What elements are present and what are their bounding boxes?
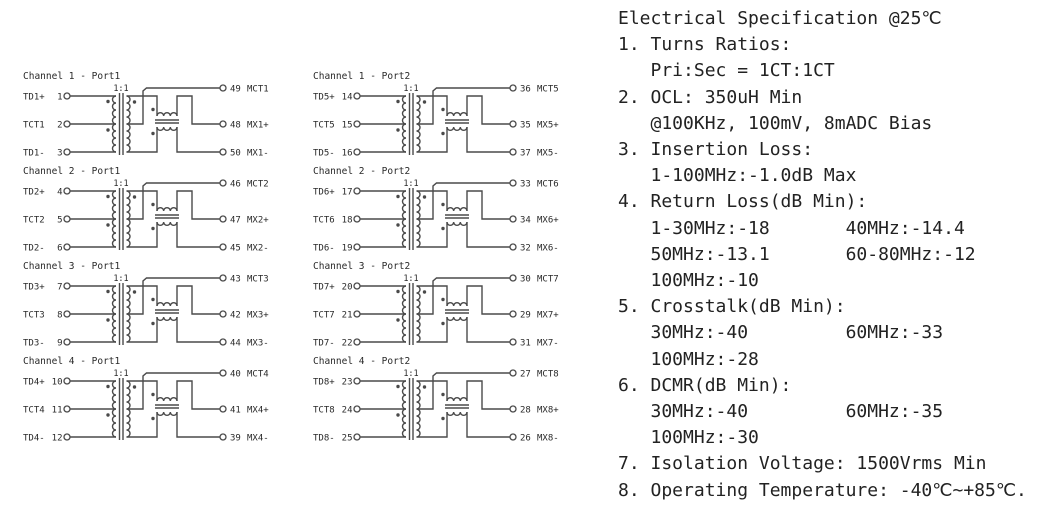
- pin-terminal: [220, 311, 226, 317]
- choke-bottom-winding: [447, 412, 467, 415]
- channel-title: Channel 2 - Port2: [313, 166, 411, 177]
- phase-dot: [396, 385, 399, 388]
- pin-label: MCT6: [537, 179, 559, 190]
- spec-line: 7. Isolation Voltage: 1500Vrms Min: [618, 453, 987, 475]
- channel-title: Channel 4 - Port2: [313, 356, 411, 367]
- wire-mx-plus: [467, 286, 510, 314]
- spec-line: 1. Turns Ratios:: [618, 34, 792, 56]
- pin-label: MX2-: [247, 243, 269, 254]
- pin-terminal: [354, 434, 360, 440]
- phase-dot: [396, 290, 399, 293]
- pin-number: 37: [520, 148, 531, 159]
- channel-block: [310, 258, 582, 353]
- pin-terminal: [510, 216, 516, 222]
- pin-number: 44: [230, 338, 241, 349]
- channel-block: [20, 258, 292, 353]
- spec-line: 4. Return Loss(dB Min):: [618, 191, 868, 213]
- pin-terminal: [220, 121, 226, 127]
- wire-secondary-bottom: [127, 127, 158, 152]
- pin-number: 27: [520, 369, 531, 380]
- channel-title: Channel 3 - Port2: [313, 261, 411, 272]
- pin-terminal: [510, 244, 516, 250]
- pin-terminal: [510, 311, 516, 317]
- pin-terminal: [510, 339, 516, 345]
- spec-line: 8. Operating Temperature: -40℃~+85℃.: [618, 479, 1027, 501]
- pin-number: 1: [57, 92, 63, 103]
- wire-mx-minus: [467, 412, 510, 437]
- phase-dot: [396, 413, 399, 416]
- pin-label: MX5-: [537, 148, 559, 159]
- pin-label: MCT5: [537, 84, 559, 95]
- wire-secondary-bottom: [127, 412, 158, 437]
- choke-top-winding: [447, 398, 467, 401]
- turns-ratio-label: 1:1: [403, 274, 419, 284]
- choke-bottom-winding: [157, 127, 177, 130]
- phase-dot: [133, 290, 136, 293]
- phase-dot: [106, 290, 109, 293]
- pin-number: 12: [51, 433, 63, 444]
- electrical-specification-block: [618, 6, 1027, 504]
- pin-terminal: [354, 406, 360, 412]
- channel-block: [310, 353, 582, 448]
- pin-number: 2: [57, 120, 63, 131]
- phase-dot: [106, 318, 109, 321]
- wire-mx-minus: [177, 127, 220, 152]
- pin-terminal: [220, 244, 226, 250]
- wire-secondary-top: [127, 191, 158, 211]
- pin-label: MCT2: [247, 179, 269, 190]
- wire-mx-minus: [177, 412, 220, 437]
- pin-number: 36: [520, 84, 531, 95]
- spec-line: 5. Crosstalk(dB Min):: [618, 296, 846, 318]
- phase-dot: [133, 100, 136, 103]
- pin-terminal: [354, 244, 360, 250]
- channel-schematic: [20, 163, 292, 258]
- phase-dot: [441, 393, 444, 396]
- phase-dot: [133, 385, 136, 388]
- pin-label: TCT2: [23, 215, 45, 226]
- wire-secondary-bottom: [417, 317, 448, 342]
- pin-terminal: [510, 149, 516, 155]
- pin-terminal: [220, 275, 226, 281]
- phase-dot: [396, 223, 399, 226]
- pin-terminal: [510, 370, 516, 376]
- phase-dot: [151, 203, 154, 206]
- pin-label: MX8+: [537, 405, 559, 416]
- pin-label: MX8-: [537, 433, 559, 444]
- phase-dot: [396, 100, 399, 103]
- channel-schematic: [310, 258, 582, 353]
- channel-title: Channel 3 - Port1: [23, 261, 121, 272]
- pin-number: 5: [57, 215, 63, 226]
- pin-label: MCT4: [247, 369, 269, 380]
- choke-bottom-winding: [447, 127, 467, 130]
- pin-label: MX6+: [537, 215, 559, 226]
- pin-number: 8: [57, 310, 63, 321]
- wire-mct: [417, 278, 510, 314]
- pin-terminal: [64, 339, 70, 345]
- phase-dot: [441, 108, 444, 111]
- phase-dot: [151, 417, 154, 420]
- pin-terminal: [64, 378, 70, 384]
- pin-label: MX6-: [537, 243, 559, 254]
- phase-dot: [106, 223, 109, 226]
- pin-label: TD4-: [23, 433, 45, 444]
- pin-number: 29: [520, 310, 531, 321]
- turns-ratio-label: 1:1: [113, 179, 129, 189]
- phase-dot: [151, 132, 154, 135]
- spec-line: 6. DCMR(dB Min):: [618, 374, 792, 396]
- spec-line: 30MHz:-40 60MHz:-33: [618, 322, 944, 344]
- pin-label: TD6-: [313, 243, 335, 254]
- phase-dot: [396, 195, 399, 198]
- pin-terminal: [510, 275, 516, 281]
- pin-number: 48: [230, 120, 241, 131]
- pin-number: 50: [230, 148, 241, 159]
- turns-ratio-label: 1:1: [403, 179, 419, 189]
- spec-line: 50MHz:-13.1 60-80MHz:-12: [618, 243, 976, 265]
- pin-terminal: [64, 121, 70, 127]
- pin-label: TD4+: [23, 377, 45, 388]
- pin-terminal: [354, 311, 360, 317]
- pin-terminal: [220, 180, 226, 186]
- pin-label: TD1-: [23, 148, 45, 159]
- pin-number: 17: [341, 187, 353, 198]
- choke-top-winding: [447, 303, 467, 306]
- pin-terminal: [64, 406, 70, 412]
- choke-top-winding: [447, 113, 467, 116]
- pin-terminal: [220, 85, 226, 91]
- channel-title: Channel 1 - Port2: [313, 71, 411, 82]
- phase-dot: [441, 417, 444, 420]
- pin-number: 40: [230, 369, 241, 380]
- wire-mct: [127, 88, 220, 124]
- phase-dot: [133, 195, 136, 198]
- pin-label: MX1+: [247, 120, 269, 131]
- pin-label: MX4+: [247, 405, 269, 416]
- pin-terminal: [64, 216, 70, 222]
- pin-terminal: [510, 180, 516, 186]
- channel-schematic: [20, 353, 292, 448]
- phase-dot: [106, 100, 109, 103]
- pin-terminal: [510, 121, 516, 127]
- phase-dot: [151, 298, 154, 301]
- phase-dot: [441, 227, 444, 230]
- spec-line: 100MHz:-10: [618, 270, 759, 292]
- pin-number: 34: [520, 215, 531, 226]
- phase-dot: [106, 413, 109, 416]
- pin-terminal: [64, 283, 70, 289]
- wire-mct: [127, 278, 220, 314]
- pin-terminal: [220, 339, 226, 345]
- pin-number: 16: [341, 148, 353, 159]
- pin-number: 14: [341, 92, 353, 103]
- pin-terminal: [64, 149, 70, 155]
- choke-top-winding: [157, 208, 177, 211]
- phase-dot: [423, 290, 426, 293]
- pin-terminal: [510, 434, 516, 440]
- pin-label: TD3+: [23, 282, 45, 293]
- channel-block: [20, 68, 292, 163]
- wire-secondary-bottom: [127, 317, 158, 342]
- channel-schematic: [310, 353, 582, 448]
- spec-line: 1-100MHz:-1.0dB Max: [618, 165, 857, 187]
- pin-label: TD7-: [313, 338, 335, 349]
- pin-label: MCT3: [247, 274, 269, 285]
- wire-mct: [417, 183, 510, 219]
- pin-number: 3: [57, 148, 63, 159]
- pin-number: 43: [230, 274, 241, 285]
- turns-ratio-label: 1:1: [113, 369, 129, 379]
- phase-dot: [106, 195, 109, 198]
- wire-secondary-top: [417, 191, 448, 211]
- pin-number: 19: [341, 243, 353, 254]
- turns-ratio-label: 1:1: [113, 274, 129, 284]
- choke-bottom-winding: [447, 317, 467, 320]
- pin-number: 23: [341, 377, 353, 388]
- wire-mx-plus: [177, 286, 220, 314]
- pin-terminal: [220, 370, 226, 376]
- wire-secondary-top: [127, 286, 158, 306]
- wire-mx-minus: [177, 317, 220, 342]
- pin-label: TCT8: [313, 405, 335, 416]
- pin-label: TD8-: [313, 433, 335, 444]
- phase-dot: [151, 393, 154, 396]
- wire-mx-minus: [177, 222, 220, 247]
- spec-line: 30MHz:-40 60MHz:-35: [618, 401, 944, 423]
- pin-number: 24: [341, 405, 353, 416]
- phase-dot: [441, 203, 444, 206]
- pin-label: MX7-: [537, 338, 559, 349]
- pin-terminal: [510, 85, 516, 91]
- wire-secondary-top: [127, 381, 158, 401]
- pin-label: TCT4: [23, 405, 45, 416]
- pin-label: TCT5: [313, 120, 335, 131]
- pin-number: 47: [230, 215, 241, 226]
- pin-terminal: [64, 434, 70, 440]
- phase-dot: [151, 108, 154, 111]
- turns-ratio-label: 1:1: [403, 84, 419, 94]
- channel-title: Channel 4 - Port1: [23, 356, 121, 367]
- channel-schematic: [20, 258, 292, 353]
- wire-mx-minus: [467, 127, 510, 152]
- phase-dot: [396, 318, 399, 321]
- choke-bottom-winding: [447, 222, 467, 225]
- wire-mx-plus: [177, 191, 220, 219]
- pin-number: 20: [341, 282, 353, 293]
- choke-top-winding: [157, 398, 177, 401]
- pin-number: 26: [520, 433, 531, 444]
- wire-secondary-bottom: [417, 127, 448, 152]
- phase-dot: [106, 385, 109, 388]
- pin-label: MX3+: [247, 310, 269, 321]
- pin-label: TD6+: [313, 187, 335, 198]
- channel-block: [20, 353, 292, 448]
- wire-mct: [417, 373, 510, 409]
- spec-line: 100MHz:-28: [618, 348, 759, 370]
- pin-number: 7: [57, 282, 63, 293]
- channel-title: Channel 2 - Port1: [23, 166, 121, 177]
- spec-title: Electrical Specification @25℃: [618, 8, 942, 29]
- pin-label: TD1+: [23, 92, 45, 103]
- pin-label: MX5+: [537, 120, 559, 131]
- wire-mx-plus: [467, 96, 510, 124]
- pin-terminal: [220, 434, 226, 440]
- pin-number: 22: [341, 338, 353, 349]
- phase-dot: [106, 128, 109, 131]
- wire-secondary-top: [417, 286, 448, 306]
- spec-line: 3. Insertion Loss:: [618, 139, 814, 161]
- spec-line: 2. OCL: 350uH Min: [618, 86, 803, 108]
- wire-mx-plus: [177, 96, 220, 124]
- choke-bottom-winding: [157, 222, 177, 225]
- pin-number: 21: [341, 310, 353, 321]
- phase-dot: [423, 385, 426, 388]
- pin-number: 42: [230, 310, 241, 321]
- pin-label: MCT7: [537, 274, 559, 285]
- spec-line: 1-30MHz:-18 40MHz:-14.4: [618, 217, 965, 239]
- wire-mx-plus: [467, 381, 510, 409]
- wire-mx-minus: [467, 317, 510, 342]
- pin-terminal: [354, 188, 360, 194]
- pin-terminal: [220, 406, 226, 412]
- wire-secondary-top: [417, 381, 448, 401]
- pin-label: TD2-: [23, 243, 45, 254]
- turns-ratio-label: 1:1: [113, 84, 129, 94]
- pin-number: 4: [57, 187, 63, 198]
- pin-terminal: [220, 216, 226, 222]
- wire-mx-plus: [467, 191, 510, 219]
- spec-line: 100MHz:-30: [618, 427, 759, 449]
- wire-secondary-bottom: [417, 412, 448, 437]
- pin-number: 6: [57, 243, 63, 254]
- pin-label: TD5-: [313, 148, 335, 159]
- channel-title: Channel 1 - Port1: [23, 71, 121, 82]
- wire-mct: [127, 373, 220, 409]
- pin-label: TD3-: [23, 338, 45, 349]
- pin-number: 45: [230, 243, 241, 254]
- channel-schematic: [310, 68, 582, 163]
- wire-secondary-bottom: [417, 222, 448, 247]
- pin-number: 30: [520, 274, 531, 285]
- phase-dot: [151, 227, 154, 230]
- pin-terminal: [64, 188, 70, 194]
- channel-block: [20, 163, 292, 258]
- phase-dot: [396, 128, 399, 131]
- pin-label: TCT3: [23, 310, 45, 321]
- wire-secondary-top: [417, 96, 448, 116]
- pin-label: TD7+: [313, 282, 335, 293]
- channel-block: [310, 68, 582, 163]
- pin-label: TCT6: [313, 215, 335, 226]
- wire-mx-plus: [177, 381, 220, 409]
- pin-terminal: [354, 378, 360, 384]
- pin-number: 32: [520, 243, 531, 254]
- channel-block: [310, 163, 582, 258]
- pin-terminal: [354, 149, 360, 155]
- pin-number: 11: [51, 405, 63, 416]
- turns-ratio-label: 1:1: [403, 369, 419, 379]
- pin-number: 10: [51, 377, 63, 388]
- pin-terminal: [64, 244, 70, 250]
- pin-label: MCT8: [537, 369, 559, 380]
- wire-mct: [417, 88, 510, 124]
- pin-terminal: [354, 93, 360, 99]
- pin-number: 39: [230, 433, 241, 444]
- channel-schematic: [20, 68, 292, 163]
- wire-mx-minus: [467, 222, 510, 247]
- pin-number: 49: [230, 84, 241, 95]
- pin-number: 15: [341, 120, 353, 131]
- pin-label: MX4-: [247, 433, 269, 444]
- pin-terminal: [220, 149, 226, 155]
- wire-mct: [127, 183, 220, 219]
- choke-bottom-winding: [157, 317, 177, 320]
- pin-label: TD5+: [313, 92, 335, 103]
- pin-terminal: [510, 406, 516, 412]
- pin-number: 9: [57, 338, 63, 349]
- pin-label: TCT7: [313, 310, 335, 321]
- choke-top-winding: [157, 303, 177, 306]
- choke-bottom-winding: [157, 412, 177, 415]
- choke-top-winding: [157, 113, 177, 116]
- pin-terminal: [354, 216, 360, 222]
- pin-label: MX7+: [537, 310, 559, 321]
- pin-terminal: [354, 283, 360, 289]
- spec-line: Pri:Sec = 1CT:1CT: [618, 60, 835, 82]
- pin-terminal: [64, 311, 70, 317]
- wire-secondary-top: [127, 96, 158, 116]
- phase-dot: [441, 298, 444, 301]
- pin-number: 18: [341, 215, 353, 226]
- pin-label: MX2+: [247, 215, 269, 226]
- phase-dot: [423, 100, 426, 103]
- pin-terminal: [64, 93, 70, 99]
- pin-label: TD2+: [23, 187, 45, 198]
- phase-dot: [441, 322, 444, 325]
- pin-label: MX1-: [247, 148, 269, 159]
- pin-terminal: [354, 339, 360, 345]
- pin-terminal: [354, 121, 360, 127]
- choke-top-winding: [447, 208, 467, 211]
- phase-dot: [441, 132, 444, 135]
- spec-line: @100KHz, 100mV, 8mADC Bias: [618, 112, 933, 134]
- phase-dot: [423, 195, 426, 198]
- pin-number: 41: [230, 405, 241, 416]
- pin-label: TD8+: [313, 377, 335, 388]
- pin-number: 33: [520, 179, 531, 190]
- pin-number: 25: [341, 433, 353, 444]
- pin-number: 35: [520, 120, 531, 131]
- pin-number: 46: [230, 179, 241, 190]
- pin-number: 31: [520, 338, 531, 349]
- phase-dot: [151, 322, 154, 325]
- wire-secondary-bottom: [127, 222, 158, 247]
- pin-label: TCT1: [23, 120, 45, 131]
- pin-label: MX3-: [247, 338, 269, 349]
- pin-label: MCT1: [247, 84, 269, 95]
- channel-schematic: [310, 163, 582, 258]
- pin-number: 28: [520, 405, 531, 416]
